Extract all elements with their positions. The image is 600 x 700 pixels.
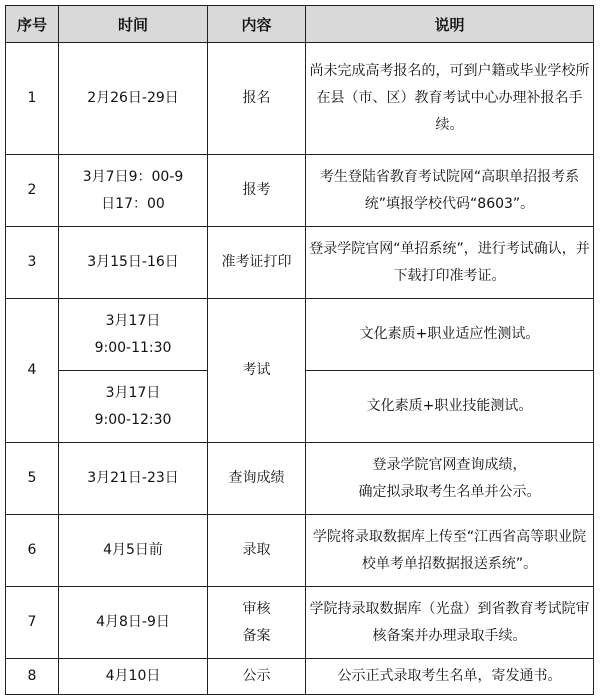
cell-time: 3月21日-23日: [59, 443, 208, 515]
cell-desc: 学院将录取数据库上传至“江西省高等职业院校单考单招数据报送系统”。: [306, 515, 594, 587]
time-line: 9:00-12:30: [94, 411, 172, 428]
table-row: [6, 43, 594, 155]
schedule-table-container: [5, 5, 594, 695]
cell-time: 3月15日-16日: [59, 227, 208, 299]
table-row: [6, 587, 594, 659]
table-row: [6, 443, 594, 515]
cell-desc: 文化素质+职业技能测试。: [306, 371, 594, 443]
cell-desc: 尚未完成高考报名的，可到户籍或毕业学校所在县（市、区）教育考试中心办理补报名手续。: [306, 43, 594, 155]
cell-desc: 登录学院官网“单招系统”，进行考试确认，并下载打印准考证。: [306, 227, 594, 299]
table-row: [6, 515, 594, 587]
cell-content: 报名: [208, 43, 306, 155]
cell-content: 公示: [208, 659, 306, 695]
desc-line: 确定拟录取考生名单并公示。: [358, 483, 541, 500]
cell-no: 4: [6, 299, 59, 443]
cell-desc: 文化素质+职业适应性测试。: [306, 299, 594, 371]
time-line: 9:00-11:30: [94, 339, 172, 356]
cell-content: 录取: [208, 515, 306, 587]
cell-time: 4月5日前: [59, 515, 208, 587]
cell-time: 3月7日9：00-9日17：00: [59, 155, 208, 227]
cell-no: 7: [6, 587, 59, 659]
cell-content: 报考: [208, 155, 306, 227]
cell-content: 查询成绩: [208, 443, 306, 515]
cell-desc: 公示正式录取考生名单，寄发通书。: [306, 659, 594, 695]
table-row: [6, 659, 594, 695]
cell-no: 6: [6, 515, 59, 587]
cell-time: 4月10日: [59, 659, 208, 695]
header-time: 时间: [59, 6, 208, 43]
cell-time: [59, 371, 208, 443]
cell-content: 准考证打印: [208, 227, 306, 299]
time-line: 3月17日: [105, 384, 161, 401]
cell-content: [208, 587, 306, 659]
table-row: [6, 299, 594, 371]
cell-time: 4月8日-9日: [59, 587, 208, 659]
cell-desc: 考生登陆省教育考试院网“高职单招报考系统”填报学校代码“8603”。: [306, 155, 594, 227]
cell-time: [59, 299, 208, 371]
header-content: 内容: [208, 6, 306, 43]
admission-schedule-table: [5, 5, 594, 695]
cell-content: 考试: [208, 299, 306, 443]
table-header-row: [6, 6, 594, 43]
desc-line: 登录学院官网查询成绩，: [372, 456, 527, 473]
cell-no: 2: [6, 155, 59, 227]
header-desc: 说明: [306, 6, 594, 43]
table-row: [6, 155, 594, 227]
time-line: 3月17日: [105, 312, 161, 329]
cell-no: 5: [6, 443, 59, 515]
cell-no: 1: [6, 43, 59, 155]
cell-no: 8: [6, 659, 59, 695]
header-no: 序号: [6, 6, 59, 43]
cell-no: 3: [6, 227, 59, 299]
cell-desc: [306, 443, 594, 515]
cell-desc: 学院持录取数据库（光盘）到省教育考试院审核备案并办理录取手续。: [306, 587, 594, 659]
cell-time: 2月26日-29日: [59, 43, 208, 155]
table-row: [6, 227, 594, 299]
content-line: 审核: [242, 600, 271, 617]
content-line: 备案: [242, 627, 271, 644]
